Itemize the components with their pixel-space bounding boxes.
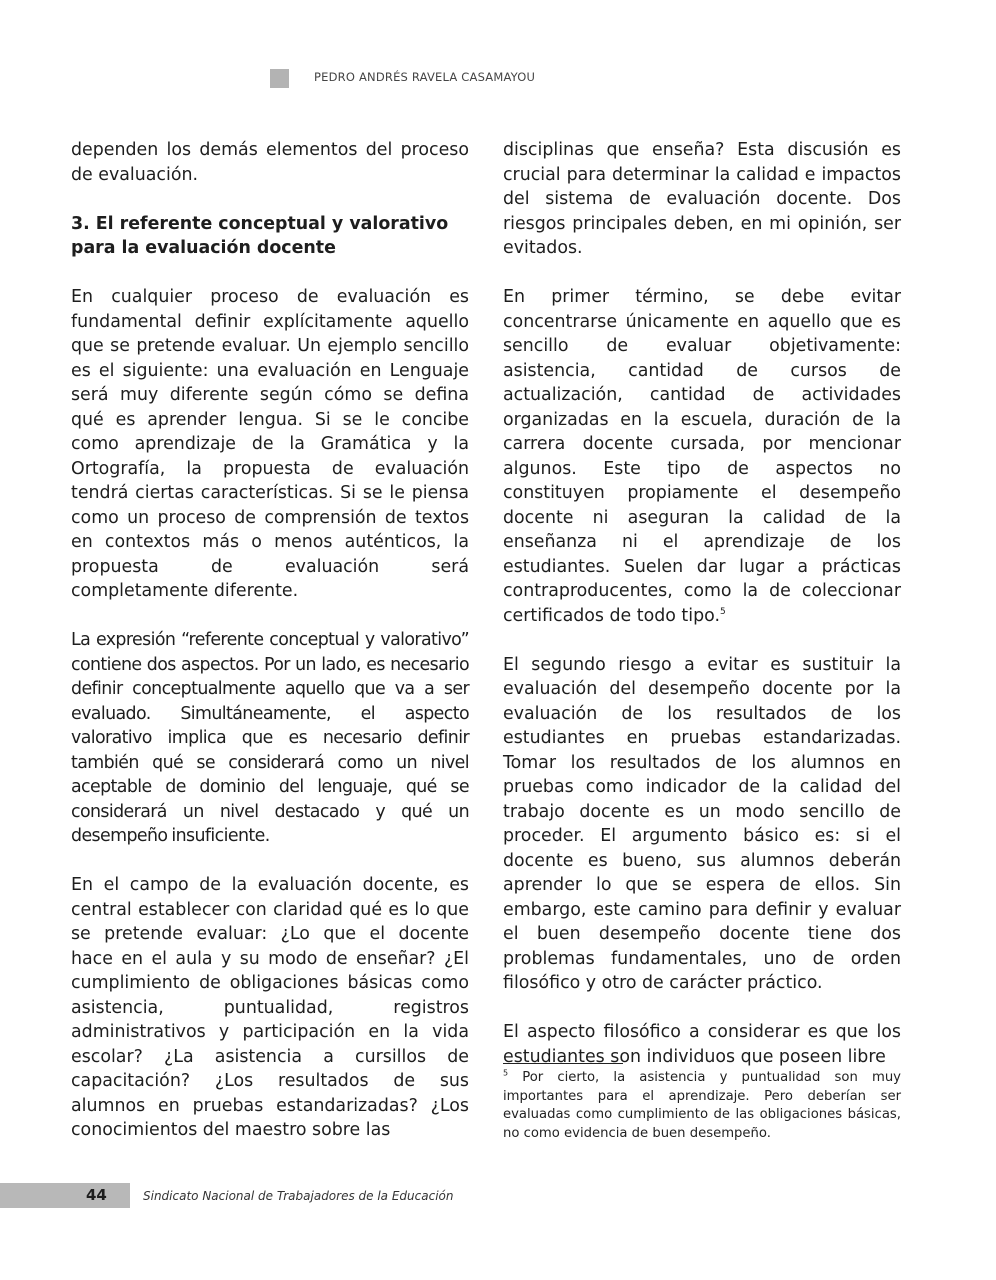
- right-column: [503, 138, 901, 1094]
- paragraph: El aspecto filosófico a considerar es que los estudiantes son individuos que poseen libre: [503, 1022, 901, 1067]
- paragraph: [503, 285, 901, 628]
- footnote: [503, 1069, 901, 1143]
- header-square-mark: [270, 69, 289, 88]
- left-column: [71, 138, 469, 1167]
- footer-bar: [0, 1183, 130, 1208]
- paragraph-continued: disciplinas que enseña? Esta discusión es crucial para determinar la calidad e impactos del sistema de evaluación docente. Dos riesgos principales deben, en mi opinión, ser evitados.: [503, 140, 901, 258]
- paragraph: El segundo riesgo a evitar es sustituir la evaluación del desempeño docente por la evaluación de los resultados de los estudiantes en pruebas estandarizadas. Tomar los resultados de los alumnos en pruebas como indicador de la calidad del trabajo docente es un modo sencillo de proceder. El argumento básico es: si el docente es bueno, sus alumnos deberán aprender lo que se espera de ellos. Sin embargo, este camino para definir y evaluar el buen desempeño docente tiene dos problemas fundamentales, uno de orden filosófico y otro de carácter práctico.: [503, 654, 901, 993]
- footnote-reference: 5: [719, 606, 726, 617]
- page-number: 44: [86, 1186, 107, 1204]
- footnote-number: 5: [503, 1068, 509, 1078]
- paragraph: La expresión “referente conceptual y valorativo” contiene dos aspectos. Por un lado, es necesario definir conceptualmente aquello que va a ser evaluado. Simultáneamente, el aspecto valorativo implica que es necesario definir también qué se considerará como un nivel aceptable de dominio del lenguaje, qué se considerará un nivel destacado y qué un desempeño insuficiente.: [71, 630, 469, 846]
- running-header-author: PEDRO ANDRÉS RAVELA CASAMAYOU: [314, 70, 536, 84]
- footnote-text: Por cierto, la asistencia y puntualidad son muy importantes para el aprendizaje. Pero deberían ser evaluadas como cumplimiento de las obligaciones básicas, no como evidencia de buen desempeño.: [503, 1070, 901, 1141]
- footer-publisher: Sindicato Nacional de Trabajadores de la Educación: [143, 1189, 454, 1203]
- paragraph-text: En primer término, se debe evitar concentrarse únicamente en aquello que es sencillo de evaluar objetivamente: asistencia, cantidad de cursos de actualización, cantidad de actividades organizadas en la escuela, duración de la carrera docente cursada, por mencionar algunos. Este tipo de aspectos no constituyen propiamente el desempeño docente ni aseguran la calidad de la enseñanza ni el aprendizaje de los estudiantes. Suelen dar lugar a prácticas contraproducentes, como la de coleccionar certificados de todo tipo.: [503, 287, 901, 626]
- footnote-divider: [503, 1063, 623, 1064]
- paragraph: En cualquier proceso de evaluación es fundamental definir explícitamente aquello que se pretende evaluar. Un ejemplo sencillo es el siguiente: una evaluación en Lenguaje será muy diferente según cómo se defina qué es aprender lengua. Si se le concibe como aprendizaje de la Gramática y la Ortografía, la propuesta de evaluación tendrá ciertas características. Si se le piensa como un proceso de comprensión de textos en contextos más o menos auténticos, la propuesta de evaluación será completamente diferente.: [71, 287, 469, 601]
- section-heading: 3. El referente conceptual y valorativo para la evaluación docente: [71, 213, 449, 258]
- paragraph-intro: dependen los demás elementos del proceso de evaluación.: [71, 140, 469, 185]
- paragraph: En el campo de la evaluación docente, es central establecer con claridad qué es lo que se pretende evaluar: ¿Lo que el docente hace en el aula y su modo de enseñar? ¿El cumplimiento de obligaciones básicas como asistencia, puntualidad, registros administrativos y participación en la vida escolar? ¿La asistencia a cursillos de capacitación? ¿Los resultados de sus alumnos en pruebas estandarizadas? ¿Los conocimientos del maestro sobre las: [71, 875, 469, 1140]
